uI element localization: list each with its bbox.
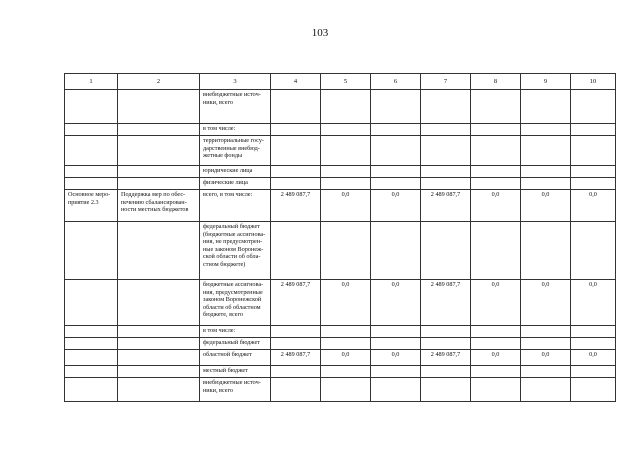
measure-name-cell (118, 366, 200, 378)
value-cell: 0,0 (321, 280, 371, 326)
table-row (65, 90, 616, 124)
header-cell: 4 (271, 74, 321, 90)
value-cell (371, 124, 421, 136)
value-cell (421, 166, 471, 178)
value-cell (321, 124, 371, 136)
header-cell: 8 (471, 74, 521, 90)
funding-source-cell: внебюджетные источ- ники, всего (200, 378, 271, 402)
value-cell: 0,0 (371, 280, 421, 326)
table-body (65, 74, 616, 402)
measure-code-cell (65, 378, 118, 402)
value-cell: 0,0 (521, 280, 571, 326)
funding-source-cell: федеральный бюджет (бюджетные ассигнова- ния, не предусмотрен- ные законом Воронеж- ской области об обла- стном бюджете) (200, 222, 271, 280)
value-cell (371, 178, 421, 190)
value-cell (471, 136, 521, 166)
value-cell: 0,0 (471, 280, 521, 326)
measure-name-cell (118, 124, 200, 136)
value-cell (321, 326, 371, 338)
value-cell (421, 378, 471, 402)
value-cell: 0,0 (471, 190, 521, 222)
value-cell: 0,0 (571, 350, 616, 366)
value-cell: 0,0 (321, 190, 371, 222)
measure-name-cell (118, 350, 200, 366)
value-cell: 2 489 087,7 (271, 190, 321, 222)
measure-name-cell: Поддержка мер по обес- печению сбалансирован- ности местных бюджетов (118, 190, 200, 222)
value-cell (521, 90, 571, 124)
value-cell: 2 489 087,7 (421, 280, 471, 326)
funding-source-cell: бюджетные ассигнова- ния, предусмотренные законом Воронежской области об областном бюджете, всего (200, 280, 271, 326)
value-cell (321, 136, 371, 166)
value-cell (421, 366, 471, 378)
value-cell (421, 90, 471, 124)
table-row (65, 280, 616, 326)
value-cell (521, 178, 571, 190)
value-cell (471, 178, 521, 190)
funding-source-cell: всего, в том числе: (200, 190, 271, 222)
value-cell (571, 166, 616, 178)
value-cell (271, 378, 321, 402)
table-row (65, 350, 616, 366)
funding-source-cell: местный бюджет (200, 366, 271, 378)
value-cell (571, 338, 616, 350)
budget-table (64, 73, 616, 402)
value-cell: 0,0 (371, 350, 421, 366)
value-cell (271, 326, 321, 338)
header-cell: 5 (321, 74, 371, 90)
measure-code-cell (65, 166, 118, 178)
value-cell: 0,0 (471, 350, 521, 366)
table-row (65, 178, 616, 190)
value-cell (471, 326, 521, 338)
measure-name-cell (118, 178, 200, 190)
value-cell (471, 222, 521, 280)
measure-name-cell (118, 280, 200, 326)
value-cell (571, 378, 616, 402)
value-cell (271, 178, 321, 190)
value-cell (271, 222, 321, 280)
value-cell (571, 136, 616, 166)
measure-name-cell (118, 222, 200, 280)
funding-source-cell: областной бюджет (200, 350, 271, 366)
value-cell (521, 222, 571, 280)
value-cell (271, 90, 321, 124)
measure-code-cell (65, 136, 118, 166)
value-cell (571, 222, 616, 280)
value-cell (421, 326, 471, 338)
measure-code-cell (65, 350, 118, 366)
value-cell (421, 178, 471, 190)
value-cell (571, 90, 616, 124)
measure-code-cell: Основное меро- приятие 2.3 (65, 190, 118, 222)
value-cell (371, 136, 421, 166)
value-cell (521, 124, 571, 136)
value-cell (371, 222, 421, 280)
value-cell (421, 338, 471, 350)
value-cell (371, 90, 421, 124)
table-row (65, 166, 616, 178)
value-cell (271, 366, 321, 378)
value-cell (321, 222, 371, 280)
measure-name-cell (118, 338, 200, 350)
measure-code-cell (65, 178, 118, 190)
table-row (65, 222, 616, 280)
funding-source-cell: физические лица (200, 178, 271, 190)
measure-code-cell (65, 280, 118, 326)
table-row (65, 326, 616, 338)
table-row (65, 378, 616, 402)
funding-source-cell: федеральный бюджет (200, 338, 271, 350)
value-cell (271, 166, 321, 178)
value-cell (521, 338, 571, 350)
header-cell: 9 (521, 74, 571, 90)
funding-source-cell: в том числе: (200, 326, 271, 338)
value-cell (271, 136, 321, 166)
value-cell (521, 366, 571, 378)
table-row (65, 124, 616, 136)
value-cell (521, 166, 571, 178)
funding-source-cell: территориальные госу- дарственные внебюд- жетные фонды (200, 136, 271, 166)
value-cell (521, 326, 571, 338)
value-cell (571, 366, 616, 378)
measure-code-cell (65, 366, 118, 378)
value-cell: 2 489 087,7 (271, 350, 321, 366)
funding-source-cell: в том числе: (200, 124, 271, 136)
value-cell: 0,0 (571, 190, 616, 222)
value-cell (371, 326, 421, 338)
value-cell (421, 124, 471, 136)
header-cell: 2 (118, 74, 200, 90)
measure-code-cell (65, 124, 118, 136)
value-cell: 0,0 (571, 280, 616, 326)
value-cell: 0,0 (321, 350, 371, 366)
value-cell (371, 166, 421, 178)
measure-name-cell (118, 378, 200, 402)
measure-code-cell (65, 338, 118, 350)
measure-name-cell (118, 166, 200, 178)
header-cell: 1 (65, 74, 118, 90)
value-cell: 0,0 (521, 350, 571, 366)
value-cell (471, 90, 521, 124)
value-cell: 2 489 087,7 (421, 350, 471, 366)
measure-name-cell (118, 326, 200, 338)
table-row (65, 136, 616, 166)
value-cell (571, 326, 616, 338)
value-cell (321, 366, 371, 378)
value-cell (371, 366, 421, 378)
value-cell (371, 378, 421, 402)
value-cell: 2 489 087,7 (421, 190, 471, 222)
value-cell (421, 136, 471, 166)
table-row (65, 366, 616, 378)
funding-source-cell: юридические лица (200, 166, 271, 178)
value-cell (321, 178, 371, 190)
value-cell (521, 136, 571, 166)
value-cell (321, 166, 371, 178)
value-cell (471, 378, 521, 402)
value-cell (321, 338, 371, 350)
value-cell (271, 124, 321, 136)
value-cell (521, 378, 571, 402)
value-cell (321, 90, 371, 124)
value-cell (371, 338, 421, 350)
header-cell: 6 (371, 74, 421, 90)
value-cell (321, 378, 371, 402)
header-row (65, 74, 616, 90)
funding-source-cell: внебюджетные источ- ники, всего (200, 90, 271, 124)
value-cell: 0,0 (371, 190, 421, 222)
measure-name-cell (118, 90, 200, 124)
value-cell (471, 124, 521, 136)
header-cell: 7 (421, 74, 471, 90)
table-row (65, 338, 616, 350)
header-cell: 10 (571, 74, 616, 90)
value-cell (571, 178, 616, 190)
measure-code-cell (65, 222, 118, 280)
value-cell (421, 222, 471, 280)
measure-name-cell (118, 136, 200, 166)
measure-code-cell (65, 326, 118, 338)
page-number: 103 (311, 27, 329, 39)
value-cell (571, 124, 616, 136)
header-cell: 3 (200, 74, 271, 90)
table-row (65, 190, 616, 222)
measure-code-cell (65, 90, 118, 124)
value-cell: 2 489 087,7 (271, 280, 321, 326)
value-cell (271, 338, 321, 350)
value-cell (471, 166, 521, 178)
value-cell (471, 366, 521, 378)
value-cell (471, 338, 521, 350)
value-cell: 0,0 (521, 190, 571, 222)
